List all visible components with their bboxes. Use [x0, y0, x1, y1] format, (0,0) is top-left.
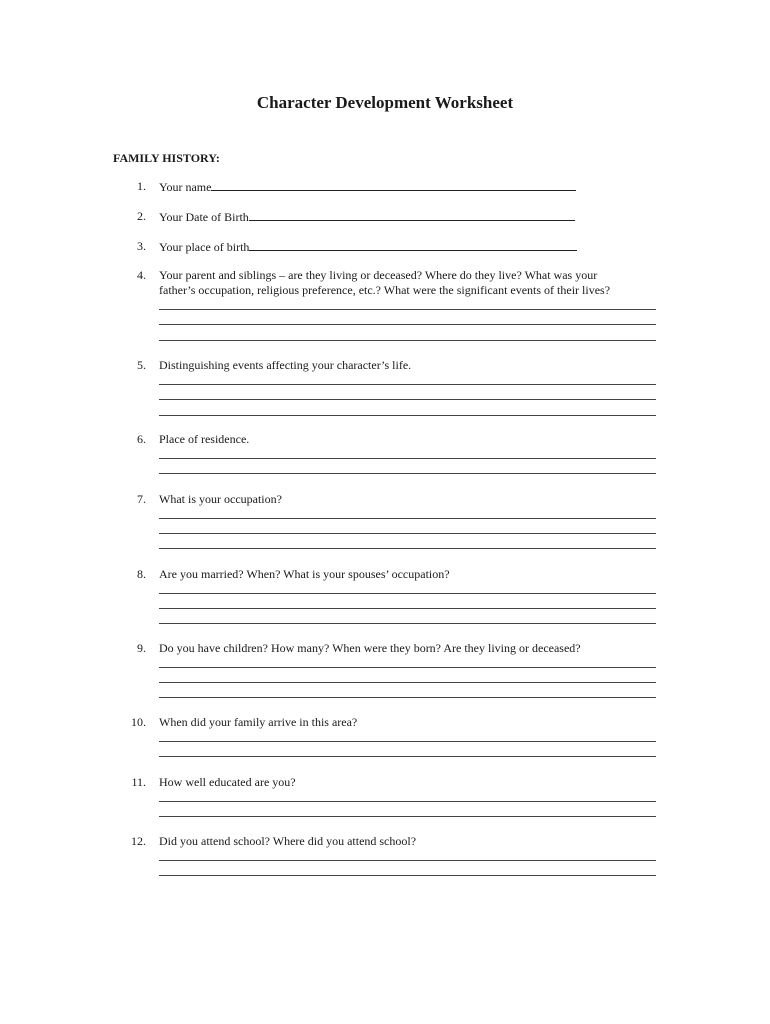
answer-line[interactable] — [159, 741, 656, 742]
question-text: Place of residence. — [159, 432, 250, 446]
question-text: Your Date of Birth — [159, 209, 575, 225]
answer-line[interactable] — [159, 518, 656, 519]
answer-line[interactable] — [159, 533, 656, 534]
answer-line[interactable] — [159, 623, 656, 624]
document-title: Character Development Worksheet — [256, 93, 514, 112]
question-text: How well educated are you? — [159, 775, 296, 789]
answer-line[interactable] — [159, 697, 656, 698]
answer-line[interactable] — [159, 875, 656, 876]
answer-line[interactable] — [159, 384, 656, 385]
question-number: 11. — [131, 775, 146, 789]
answer-line[interactable] — [159, 608, 656, 609]
question-number: 12. — [131, 834, 146, 848]
answer-field[interactable] — [249, 209, 575, 221]
question-text: Distinguishing events affecting your character’s life. — [159, 358, 412, 372]
question-text: Do you have children? How many? When were they born? Are they living or deceased? — [159, 641, 581, 655]
answer-line[interactable] — [159, 548, 656, 549]
answer-line[interactable] — [159, 473, 656, 474]
answer-line[interactable] — [159, 756, 656, 757]
answer-line[interactable] — [159, 860, 656, 861]
question-number: 6. — [137, 432, 146, 446]
question-text: When did your family arrive in this area? — [159, 715, 358, 729]
answer-line[interactable] — [159, 399, 656, 400]
question-text: Your place of birth — [159, 239, 577, 255]
question-number: 10. — [131, 715, 146, 729]
answer-field[interactable] — [249, 239, 577, 251]
question-text: What is your occupation? — [159, 492, 282, 506]
answer-line[interactable] — [159, 324, 656, 325]
answer-line[interactable] — [159, 667, 656, 668]
question-text-line-2: father’s occupation, religious preference, etc.? What were the significant events of their lives? — [159, 283, 611, 297]
question-text: Are you married? When? What is your spouses’ occupation? — [159, 567, 450, 581]
section-heading: FAMILY HISTORY: — [113, 151, 220, 165]
question-number: 1. — [137, 179, 146, 193]
answer-line[interactable] — [159, 458, 656, 459]
question-number: 5. — [137, 358, 146, 372]
answer-line[interactable] — [159, 801, 656, 802]
question-number: 3. — [137, 239, 146, 253]
answer-line[interactable] — [159, 816, 656, 817]
question-text: Did you attend school? Where did you attend school? — [159, 834, 417, 848]
answer-line[interactable] — [159, 593, 656, 594]
question-number: 4. — [137, 268, 146, 282]
answer-line[interactable] — [159, 415, 656, 416]
question-number: 2. — [137, 209, 146, 223]
question-text: Your name — [159, 179, 576, 195]
answer-line[interactable] — [159, 682, 656, 683]
question-number: 8. — [137, 567, 146, 581]
question-number: 7. — [137, 492, 146, 506]
answer-field[interactable] — [211, 179, 576, 191]
answer-line[interactable] — [159, 309, 656, 310]
question-text-line-1: Your parent and siblings – are they living or deceased? Where do they live? What was your — [159, 268, 598, 282]
question-number: 9. — [137, 641, 146, 655]
answer-line[interactable] — [159, 340, 656, 341]
